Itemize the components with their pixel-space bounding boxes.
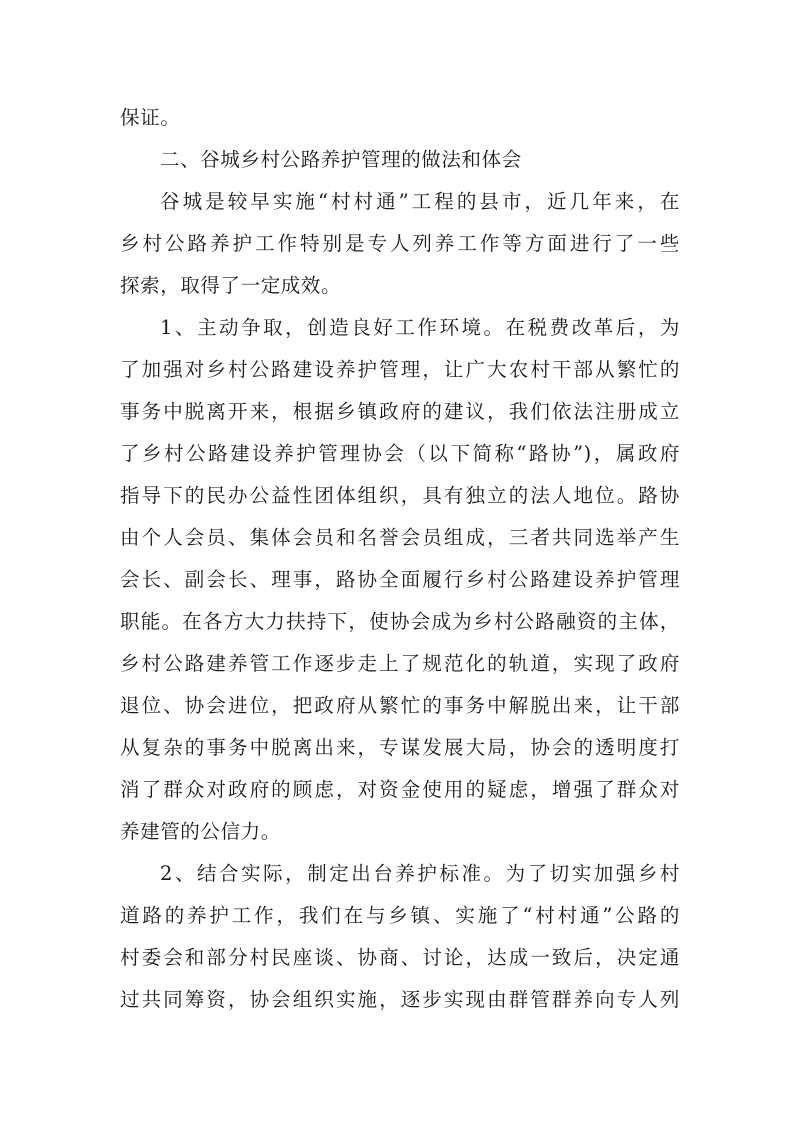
text-line-14: 乡村公路建养管工作逐步走上了规范化的轨道，实现了政府 bbox=[120, 652, 680, 675]
text-line-10: 指导下的民办公益性团体组织，具有独立的法人地位。路协 bbox=[120, 484, 680, 507]
text-line-17: 消了群众对政府的顾虑，对资金使用的疑虑，增强了群众对 bbox=[120, 778, 680, 801]
text-line-6: 1、主动争取，创造良好工作环境。在税费改革后，为 bbox=[160, 316, 680, 339]
text-line-1: 保证。 bbox=[120, 106, 181, 129]
text-line-7: 了加强对乡村公路建设养护管理，让广大农村干部从繁忙的 bbox=[120, 358, 680, 381]
section-heading: 二、谷城乡村公路养护管理的做法和体会 bbox=[160, 148, 522, 171]
text-line-19: 2、结合实际，制定出台养护标准。为了切实加强乡村 bbox=[160, 862, 680, 885]
text-line-3: 谷城是较早实施“村村通”工程的县市，近几年来，在 bbox=[160, 190, 680, 213]
text-line-16: 从复杂的事务中脱离出来，专谋发展大局，协会的透明度打 bbox=[120, 736, 680, 759]
text-line-15: 退位、协会进位，把政府从繁忙的事务中解脱出来，让干部 bbox=[120, 694, 680, 717]
text-line-13: 职能。在各方大力扶持下，使协会成为乡村公路融资的主体， bbox=[120, 610, 680, 633]
text-line-4: 乡村公路养护工作特别是专人列养工作等方面进行了一些 bbox=[120, 232, 680, 255]
text-line-12: 会长、副会长、理事，路协全面履行乡村公路建设养护管理 bbox=[120, 568, 680, 591]
text-line-18: 养建管的公信力。 bbox=[120, 820, 281, 843]
text-line-9: 了乡村公路建设养护管理协会（以下简称“路协”)，属政府 bbox=[120, 442, 680, 465]
text-line-21: 村委会和部分村民座谈、协商、讨论，达成一致后，决定通 bbox=[120, 946, 680, 969]
text-line-22: 过共同筹资，协会组织实施，逐步实现由群管群养向专人列 bbox=[120, 988, 680, 1011]
text-line-5: 探索，取得了一定成效。 bbox=[120, 274, 342, 297]
text-line-20: 道路的养护工作，我们在与乡镇、实施了“村村通”公路的 bbox=[120, 904, 680, 927]
text-line-11: 由个人会员、集体会员和名誉会员组成，三者共同选举产生 bbox=[120, 526, 680, 549]
text-line-8: 事务中脱离开来，根据乡镇政府的建议，我们依法注册成立 bbox=[120, 400, 680, 423]
